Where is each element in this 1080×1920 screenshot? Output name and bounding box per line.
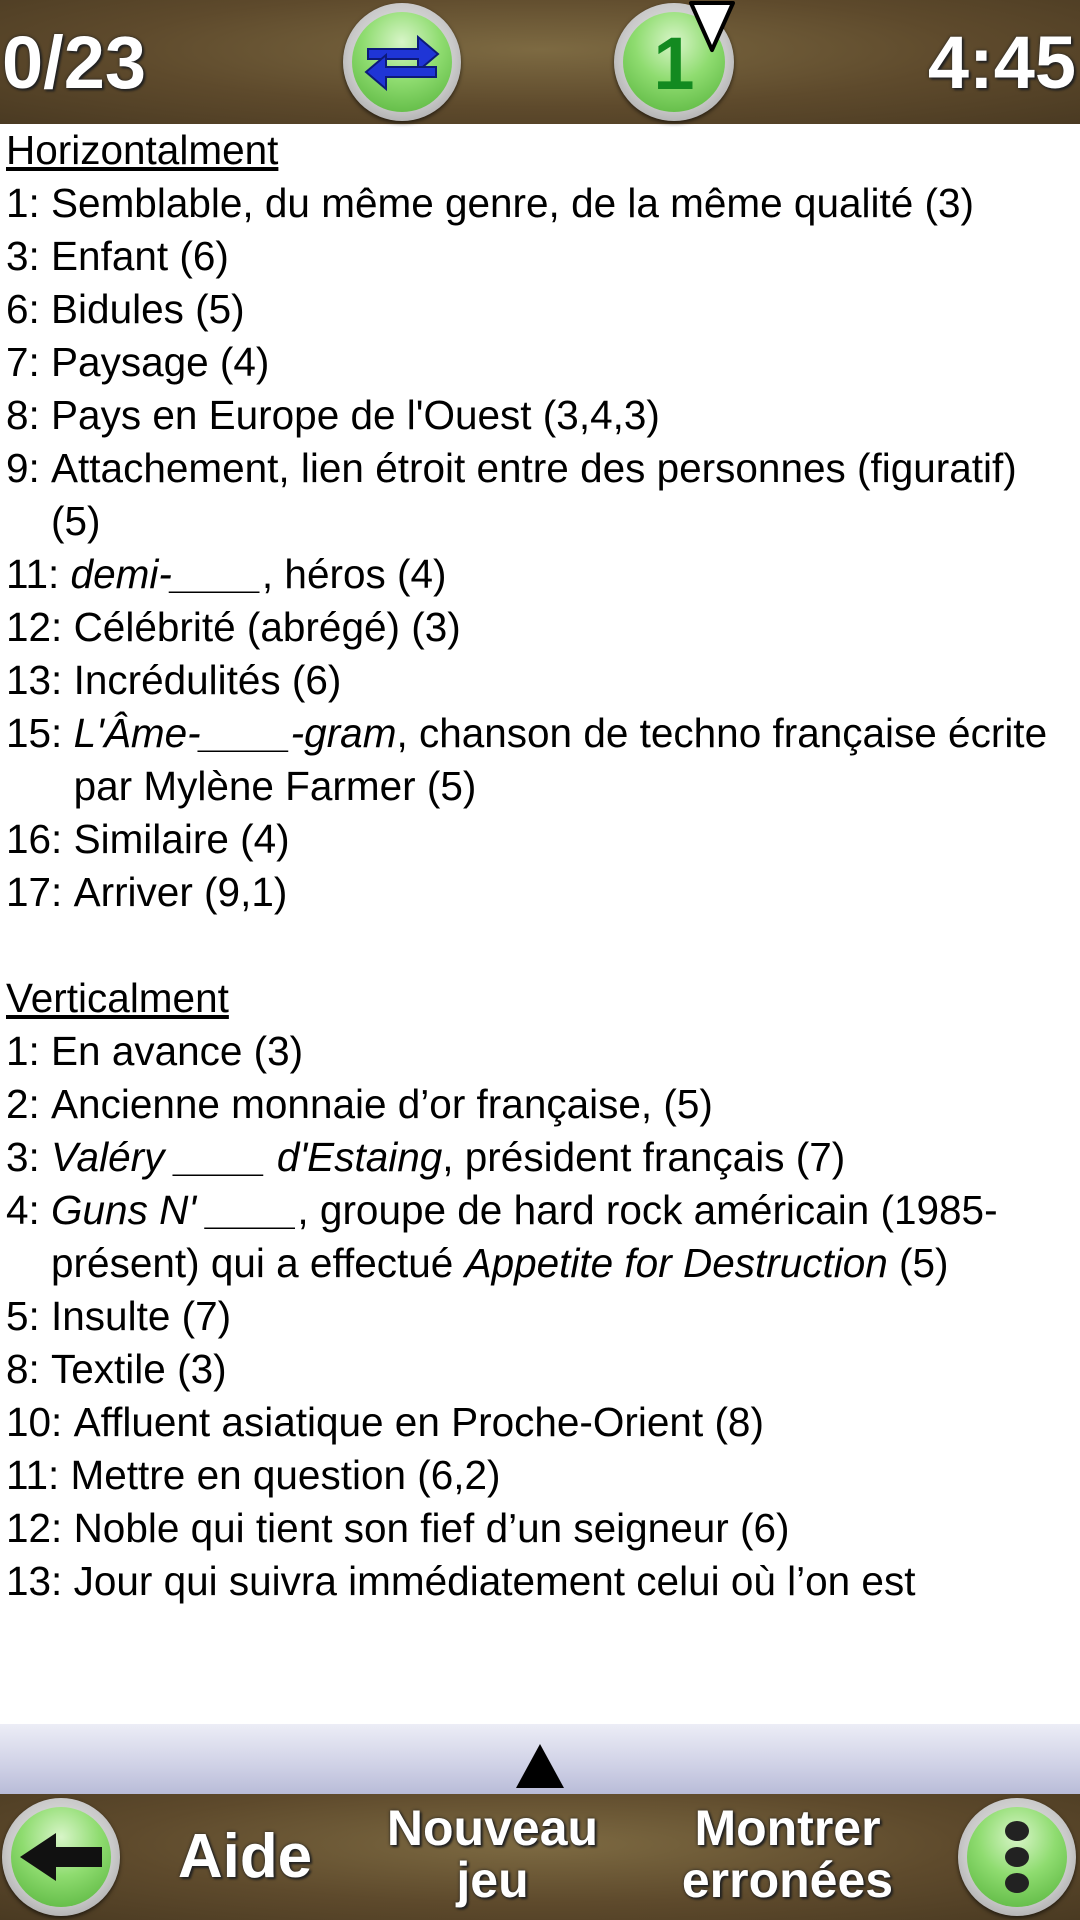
new-game-label-line1: Nouveau (386, 1800, 599, 1856)
help-button[interactable]: Aide (177, 1822, 313, 1891)
clue-number-label: 12: (6, 1505, 74, 1551)
clue-number-label: 8: (6, 392, 52, 438)
swap-direction-icon (352, 12, 452, 112)
clue-number-label: 15: (6, 710, 74, 756)
clue-text: demi-____, héros (4) (70, 551, 447, 597)
arrow-left-icon (11, 1807, 111, 1907)
across-clue-item[interactable] (0, 866, 1080, 919)
across-clue-item[interactable] (0, 813, 1080, 866)
clue-text: Célébrité (abrégé) (3) (73, 604, 461, 650)
across-clue-item[interactable] (0, 548, 1080, 601)
clue-number-label: 9: (6, 445, 52, 491)
clue-text: Textile (3) (51, 1346, 227, 1392)
clue-text: Attachement, lien étroit entre des personnes (figuratif) (5) (51, 445, 1017, 544)
clue-number-label: 13: (6, 1558, 74, 1604)
down-clue-item[interactable] (0, 1184, 1080, 1290)
down-clue-item[interactable] (0, 1025, 1080, 1078)
clue-number-label: 2: (6, 1081, 52, 1127)
clue-text: Insulte (7) (51, 1293, 232, 1339)
down-clue-item[interactable] (0, 1290, 1080, 1343)
scroll-handle[interactable] (0, 1724, 1080, 1794)
down-heading: Verticalment (6, 975, 229, 1021)
down-clue-item[interactable] (0, 1078, 1080, 1131)
clue-number-label: 12: (6, 604, 74, 650)
show-wrong-label-line1: Montrer (694, 1800, 881, 1856)
back-button[interactable] (2, 1798, 120, 1916)
vertical-dots-menu-icon (967, 1807, 1067, 1907)
across-clue-item[interactable] (0, 230, 1080, 283)
show-wrong-label-line2: erronées (681, 1852, 894, 1908)
clue-text: Semblable, du même genre, de la même qualité (3) (51, 180, 975, 226)
across-clue-item[interactable] (0, 283, 1080, 336)
clue-list[interactable] (0, 124, 1080, 1724)
across-clue-item[interactable] (0, 442, 1080, 548)
clue-text: Jour qui suivra immédiatement celui où l’on est (73, 1558, 916, 1604)
new-game-button[interactable] (360, 1802, 625, 1906)
clue-number-label: 16: (6, 816, 74, 862)
clue-text: Valéry ____ d'Estaing, président français (7) (51, 1134, 846, 1180)
across-clue-item[interactable] (0, 177, 1080, 230)
triangle-down-icon[interactable] (688, 0, 736, 54)
clue-text: Pays en Europe de l'Ouest (3,4,3) (51, 392, 660, 438)
clue-number: 1 (653, 22, 695, 105)
clue-text: Mettre en question (6,2) (70, 1452, 501, 1498)
clue-text: Similaire (4) (73, 816, 290, 862)
clue-text: Bidules (5) (51, 286, 245, 332)
score-counter: 0/23 (2, 21, 147, 104)
new-game-label-line2: jeu (456, 1852, 529, 1908)
clue-number-label: 13: (6, 657, 74, 703)
timer: 4:45 (927, 21, 1076, 104)
clue-number-label: 7: (6, 339, 52, 385)
clue-text: Paysage (4) (51, 339, 270, 385)
menu-button[interactable] (958, 1798, 1076, 1916)
clue-number-label: 5: (6, 1293, 52, 1339)
clue-number-label: 6: (6, 286, 52, 332)
clue-number-label: 3: (6, 1134, 52, 1180)
clue-text: Incrédulités (6) (73, 657, 342, 703)
clue-number-label: 8: (6, 1346, 52, 1392)
show-wrong-button[interactable] (650, 1802, 925, 1906)
across-clue-item[interactable] (0, 601, 1080, 654)
clue-number-label: 10: (6, 1399, 74, 1445)
clue-number-label: 11: (6, 1452, 71, 1498)
down-clue-item[interactable] (0, 1396, 1080, 1449)
down-clue-item[interactable] (0, 1449, 1080, 1502)
clue-number-label: 3: (6, 233, 52, 279)
clue-text: En avance (3) (51, 1028, 304, 1074)
top-bar (0, 0, 1080, 124)
down-clue-item[interactable] (0, 1502, 1080, 1555)
clue-text: Affluent asiatique en Proche-Orient (8) (73, 1399, 764, 1445)
down-clue-list (0, 1025, 1080, 1608)
triangle-up-icon[interactable] (516, 1744, 564, 1788)
down-clue-item[interactable] (0, 1555, 1080, 1608)
clue-text: Arriver (9,1) (73, 869, 288, 915)
across-clue-list (0, 177, 1080, 919)
clue-text: L'Âme-____-gram, chanson de techno française écrite par Mylène Farmer (5) (73, 710, 1048, 809)
across-clue-item[interactable] (0, 336, 1080, 389)
clue-number-label: 11: (6, 551, 71, 597)
clue-text: Ancienne monnaie d’or française, (5) (51, 1081, 713, 1127)
down-clue-item[interactable] (0, 1343, 1080, 1396)
clue-text: Guns N' ____, groupe de hard rock américain (1985-présent) qui a effectué Appetite for Destruction (5) (51, 1187, 998, 1286)
clue-number-label: 4: (6, 1187, 52, 1233)
clue-number-label: 1: (6, 180, 52, 226)
bottom-bar (0, 1794, 1080, 1920)
across-clue-item[interactable] (0, 389, 1080, 442)
section-spacer (0, 919, 1080, 972)
across-heading: Horizontalment (6, 127, 279, 173)
swap-direction-button[interactable] (343, 3, 461, 121)
down-clue-item[interactable] (0, 1131, 1080, 1184)
across-clue-item[interactable] (0, 654, 1080, 707)
across-clue-item[interactable] (0, 707, 1080, 813)
clue-number-label: 1: (6, 1028, 52, 1074)
clue-text: Noble qui tient son fief d’un seigneur (6) (73, 1505, 790, 1551)
clue-number-label: 17: (6, 869, 74, 915)
clue-text: Enfant (6) (51, 233, 229, 279)
